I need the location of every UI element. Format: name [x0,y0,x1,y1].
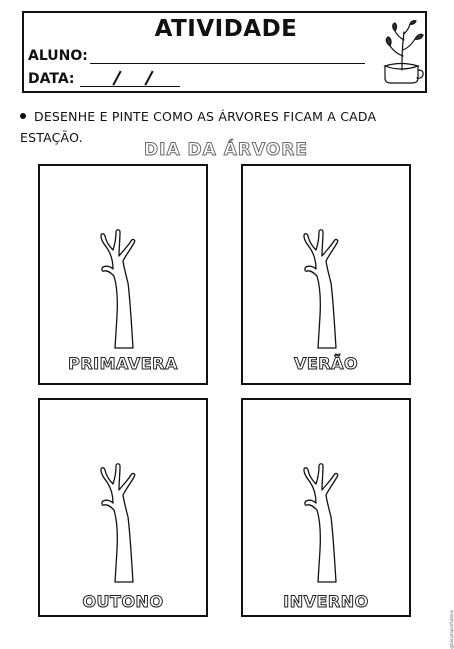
season-panel-inverno[interactable] [241,398,411,617]
date-label: DATA: [28,71,75,87]
plant-mug-icon [382,20,424,86]
instruction-line-1: DESENHE E PINTE COMO AS ÁRVORES FICAM A CADA [34,109,377,124]
bullet-icon [20,113,26,119]
season-label: PRIMAVERA [68,354,178,373]
bare-tree-icon [300,462,356,584]
season-label: VERÃO [293,354,359,373]
date-line[interactable] [80,86,180,87]
bare-tree-icon [97,462,153,584]
season-panel-verao[interactable] [241,164,411,385]
season-panel-primavera[interactable] [38,164,208,385]
bare-tree-icon [97,228,153,350]
season-panel-outono[interactable] [38,398,208,617]
student-name-line[interactable] [90,63,365,64]
bare-tree-icon [300,228,356,350]
student-label: ALUNO: [28,48,88,64]
credit-text: @blogdaprofsabine [449,610,454,649]
instruction-line-2: ESTAÇÃO. [20,130,83,145]
season-label: INVERNO [283,592,369,611]
season-label: OUTONO [82,592,164,611]
subtitle: DIA DA ÁRVORE [144,140,308,160]
page-title: ATIVIDADE [154,16,298,42]
